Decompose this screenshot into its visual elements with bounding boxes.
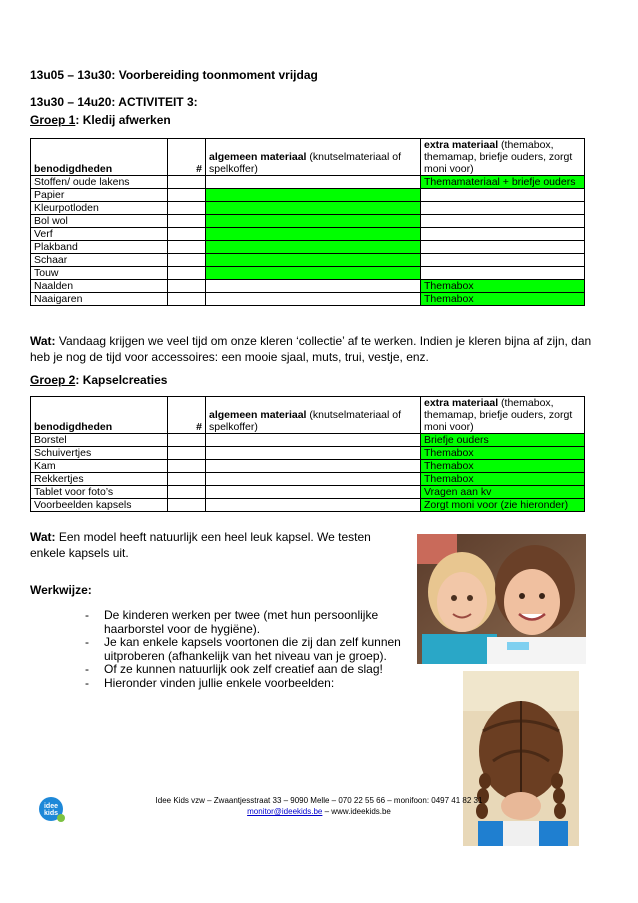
cell-extra: [421, 241, 585, 254]
cell-general: [206, 499, 421, 512]
group1-materials-table: [30, 138, 585, 306]
table-row: [31, 486, 585, 499]
cell-item: Naaigaren: [31, 293, 168, 306]
group1-label: Groep 1: [30, 113, 76, 127]
footer-contact: monitor@ideekids.be – www.ideekids.be: [247, 807, 391, 816]
cell-item: Touw: [31, 267, 168, 280]
cell-general: [206, 241, 421, 254]
footer-address: Idee Kids vzw – Zwaantjesstraat 33 – 9090 Melle – 070 22 55 66 – monifoon: 0497 41 82 31: [155, 796, 483, 805]
cell-extra: [421, 202, 585, 215]
cell-item: Kam: [31, 460, 168, 473]
table-row: [31, 228, 585, 241]
cell-item: Schaar: [31, 254, 168, 267]
cell-general: [206, 473, 421, 486]
cell-general: [206, 293, 421, 306]
footer-email-link[interactable]: monitor@ideekids.be: [247, 807, 323, 816]
list-item: - De kinderen werken per twee (met hun persoonlijke haarborstel voor de hygiëne).: [85, 609, 405, 636]
photo-braided-hairstyle: [463, 671, 579, 846]
cell-count: [168, 473, 206, 486]
cell-extra: [421, 254, 585, 267]
cell-item: Borstel: [31, 434, 168, 447]
cell-general: [206, 460, 421, 473]
group2-title: : Kapselcreaties: [75, 373, 168, 387]
header-benodigdheden: benodigdheden: [31, 397, 168, 434]
table-row: [31, 254, 585, 267]
group2-description: Wat: Een model heeft natuurlijk een heel leuk kapsel. We testen enkele kapsels uit.: [30, 530, 371, 560]
cell-general: [206, 176, 421, 189]
table-row: [31, 434, 585, 447]
cell-item: Kleurpotloden: [31, 202, 168, 215]
cell-count: [168, 460, 206, 473]
logo-text-idee: idee: [43, 803, 59, 810]
table-row: [31, 293, 585, 306]
cell-count: [168, 486, 206, 499]
cell-count: [168, 293, 206, 306]
schedule-line-2: 13u30 – 14u20: ACTIVITEIT 3:: [30, 95, 198, 109]
cell-extra: Vragen aan kv: [421, 486, 585, 499]
header-extra-material: extra materiaal (themabox, themamap, briefje ouders, zorgt moni voor): [421, 397, 585, 434]
table-row: [31, 460, 585, 473]
group1-description: Wat: Vandaag krijgen we veel tijd om onze kleren ‘collectie’ af te werken. Indien je kleren bijna af zijn, dan heb je nog de tijd voor accessoires: een mooie sjaal, muts, trui, vestje, enz.: [30, 334, 592, 364]
table-row: [31, 176, 585, 189]
cell-item: Rekkertjes: [31, 473, 168, 486]
cell-count: [168, 176, 206, 189]
cell-extra: Themabox: [421, 473, 585, 486]
header-count: #: [168, 397, 206, 434]
table-row: [31, 267, 585, 280]
cell-count: [168, 189, 206, 202]
cell-extra: Themabox: [421, 280, 585, 293]
cell-general: [206, 447, 421, 460]
cell-item: Tablet voor foto’s: [31, 486, 168, 499]
cell-count: [168, 267, 206, 280]
table-row: [31, 215, 585, 228]
group2-heading: [30, 373, 167, 387]
list-item: - Hieronder vinden jullie enkele voorbeelden:: [85, 677, 405, 691]
cell-extra: [421, 189, 585, 202]
footer-website[interactable]: www.ideekids.be: [331, 807, 391, 816]
cell-extra: [421, 267, 585, 280]
cell-count: [168, 254, 206, 267]
cell-general: [206, 280, 421, 293]
header-extra-material: extra materiaal (themabox, themamap, briefje ouders, zorgt moni voor): [421, 139, 585, 176]
group1-title: : Kledij afwerken: [75, 113, 171, 127]
cell-item: Verf: [31, 228, 168, 241]
logo-text-kids: kids: [43, 810, 59, 817]
table-row: [31, 499, 585, 512]
cell-count: [168, 447, 206, 460]
cell-extra: [421, 215, 585, 228]
table-header-row: [31, 397, 585, 434]
header-general-material: algemeen materiaal (knutselmateriaal of spelkoffer): [206, 397, 421, 434]
cell-item: Stoffen/ oude lakens: [31, 176, 168, 189]
table-header-row: [31, 139, 585, 176]
cell-extra: Zorgt moni voor (zie hieronder): [421, 499, 585, 512]
list-item: - Je kan enkele kapsels voortonen die zij dan zelf kunnen uitproberen (afhankelijk van het niveau van je groep).: [85, 636, 405, 663]
cell-general: [206, 202, 421, 215]
header-count: #: [168, 139, 206, 176]
group1-heading: [30, 113, 171, 127]
table-row: [31, 473, 585, 486]
header-benodigdheden: benodigdheden: [31, 139, 168, 176]
werkwijze-list: [85, 609, 405, 690]
cell-item: Naalden: [31, 280, 168, 293]
cell-item: Voorbeelden kapsels: [31, 499, 168, 512]
cell-extra: Themabox: [421, 447, 585, 460]
cell-general: [206, 434, 421, 447]
cell-extra: [421, 228, 585, 241]
cell-item: Schuivertjes: [31, 447, 168, 460]
table-row: [31, 241, 585, 254]
group2-materials-table: [30, 396, 585, 512]
header-general-material: algemeen materiaal (knutselmateriaal of spelkoffer): [206, 139, 421, 176]
cell-item: Plakband: [31, 241, 168, 254]
cell-extra: Themamateriaal + briefje ouders: [421, 176, 585, 189]
cell-count: [168, 499, 206, 512]
cell-general: [206, 189, 421, 202]
group2-label: Groep 2: [30, 373, 76, 387]
cell-general: [206, 254, 421, 267]
table-row: [31, 202, 585, 215]
list-item: - Of ze kunnen natuurlijk ook zelf creatief aan de slag!: [85, 663, 405, 677]
schedule-line-1: 13u05 – 13u30: Voorbereiding toonmoment vrijdag: [30, 68, 318, 82]
cell-general: [206, 215, 421, 228]
cell-count: [168, 241, 206, 254]
cell-extra: Themabox: [421, 460, 585, 473]
cell-general: [206, 486, 421, 499]
cell-item: Bol wol: [31, 215, 168, 228]
table-row: [31, 189, 585, 202]
cell-count: [168, 202, 206, 215]
table-row: [31, 280, 585, 293]
cell-extra: Briefje ouders: [421, 434, 585, 447]
werkwijze-title: Werkwijze:: [30, 583, 92, 597]
cell-extra: Themabox: [421, 293, 585, 306]
cell-general: [206, 267, 421, 280]
table-row: [31, 447, 585, 460]
cell-general: [206, 228, 421, 241]
cell-item: Papier: [31, 189, 168, 202]
cell-count: [168, 228, 206, 241]
cell-count: [168, 434, 206, 447]
photo-two-girls: [417, 534, 586, 664]
cell-count: [168, 280, 206, 293]
cell-count: [168, 215, 206, 228]
